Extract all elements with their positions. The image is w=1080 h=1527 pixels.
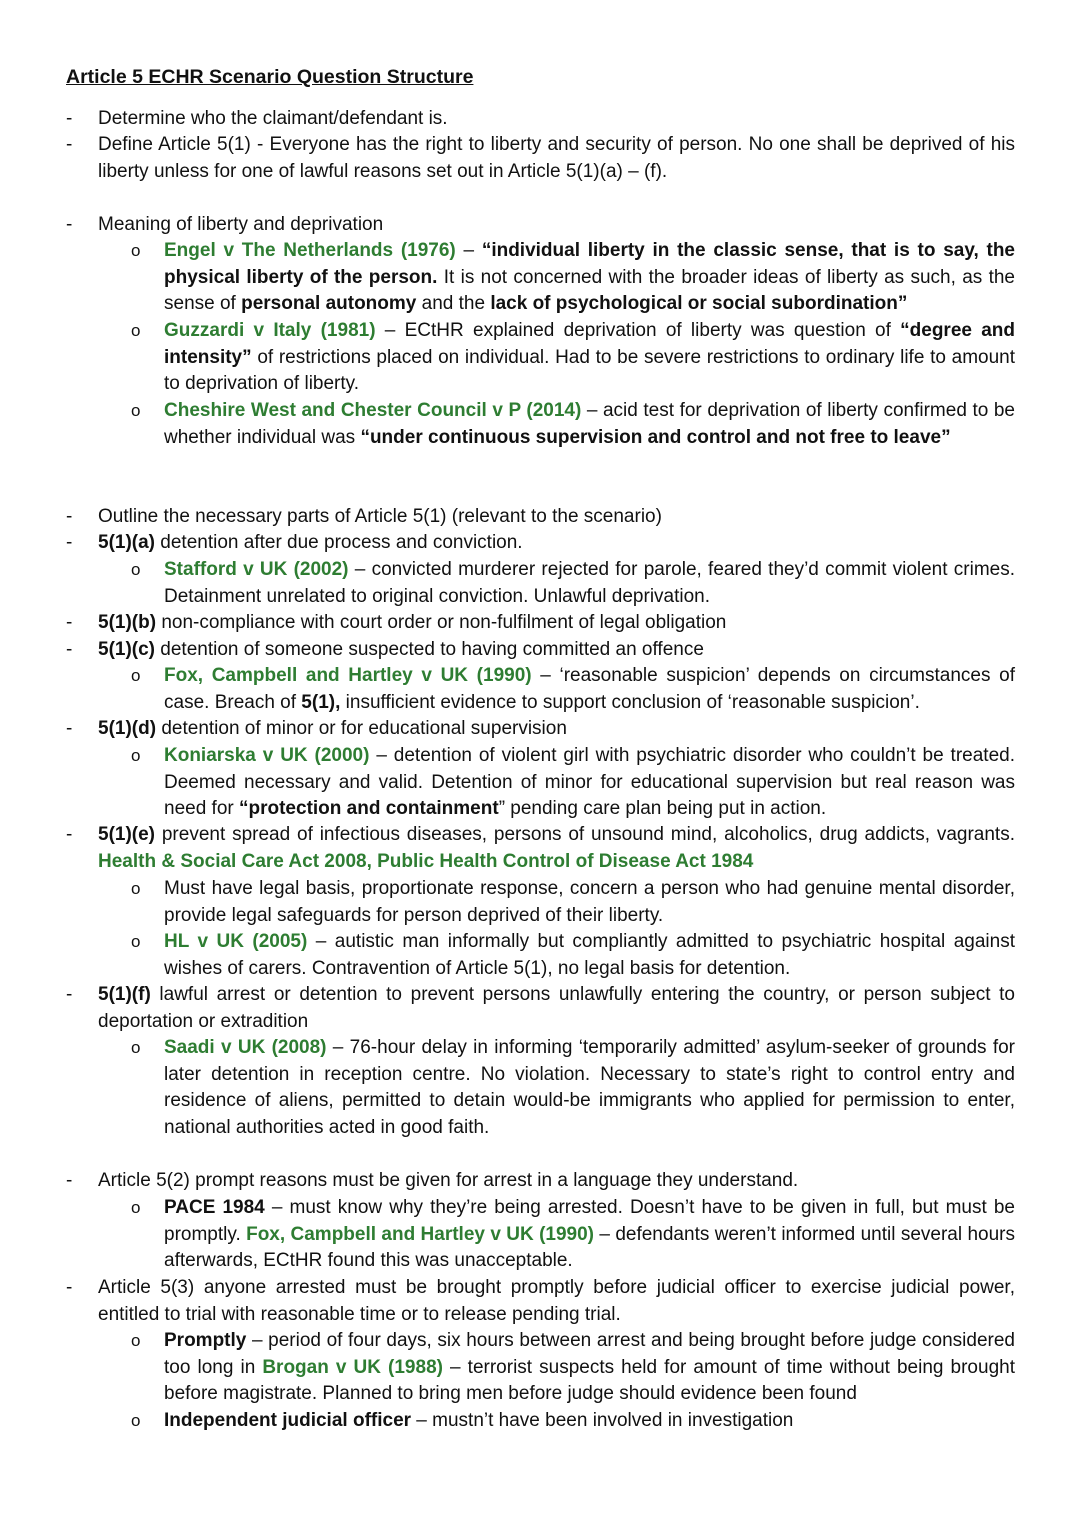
sub-item-text [164,1408,1015,1435]
provision-label: 5(1)(d) [98,718,157,739]
bold-run: “individual liberty in the classic sense, that is to say, the physical liberty of the person. [164,240,1015,288]
sub-item-text [164,1195,1015,1275]
sub-item-text [164,238,1015,318]
sub-item-text [164,318,1015,398]
text-run: detention of someone suspected to having committed an offence [155,639,704,660]
dash-bullet: - [66,718,73,739]
bold-run: PACE 1984 [164,1197,265,1218]
text-run: – [455,240,482,261]
text-run: insufficient evidence to support conclusion of ‘reasonable suspicion’. [340,691,920,713]
bold-run: “under continuous supervision and control and not free to leave” [360,426,951,448]
case-name: Cheshire West and Chester Council v P (2014) [164,400,582,421]
circle-bullet: o [131,401,141,420]
sub-item-text [164,663,1015,716]
circle-bullet: o [131,746,141,765]
dash-bullet: - [66,612,73,633]
item-text [98,637,1015,664]
text-run: – acid test for deprivation of liberty confirmed to be whether individual was [164,400,1015,448]
text-run: – autistic man informally but compliantly admitted to psychiatric hospital against wishes of carers. Contravention of Article 5(1), no legal basis for detention. [164,931,1015,979]
item-text [98,716,1015,743]
dash-bullet: - [66,984,73,1005]
bold-run: Independent judicial officer [164,1410,412,1431]
sub-item-text [164,557,1015,610]
circle-bullet: o [131,1198,141,1217]
text-run: and the [416,293,491,314]
item-text [98,982,1015,1035]
text-run: – mustn’t have been involved in investigation [411,1410,794,1431]
circle-bullet: o [131,1331,141,1350]
text-run: – period of four days, six hours between arrest and being brought before judge considered too long in [164,1330,1015,1378]
provision-label: 5(1)(f) [98,984,151,1005]
provision-label: 5(1)(e) [98,824,156,845]
bold-run: lack of psychological or social subordination” [490,293,908,314]
bold-run: “degree and intensity” [164,320,1015,368]
case-name: Saadi v UK (2008) [164,1037,327,1058]
dash-bullet: - [66,108,73,129]
bold-run: “protection and containment [239,798,499,819]
case-name: Stafford v UK (2002) [164,559,349,580]
dash-bullet: - [66,532,73,553]
text-run: – ECtHR explained deprivation of liberty was question of [375,320,901,341]
dash-bullet: - [66,134,73,155]
sub-item-text: Must have legal basis, proportionate response, concern a person who had genuine mental disorder, provide legal safeguards for person deprived of their liberty. [164,878,1015,926]
dash-bullet: - [66,506,73,527]
text-run: – detention of violent girl with psychiatric disorder who couldn’t be treated. Deemed necessary and valid. Detention of minor for educational supervision but real reason was need for [164,745,1015,819]
text-run: detention of minor or for educational supervision [156,718,567,739]
circle-bullet: o [131,241,141,260]
item-text: Meaning of liberty and deprivation [98,214,384,235]
circle-bullet: o [131,1411,141,1430]
item-text [98,610,1015,637]
item-text [98,822,1015,875]
text-run: – defendants weren’t informed until several hours afterwards, ECtHR found this was unacceptable. [164,1223,1015,1271]
circle-bullet: o [131,560,141,579]
item-text: Article 5(3) anyone arrested must be brought promptly before judicial officer to exercise judicial power, entitled to trial with reasonable time or to release pending trial. [98,1277,1015,1325]
case-name: Brogan v UK (1988) [262,1356,443,1378]
case-name: HL v UK (2005) [164,931,308,952]
bold-run: Promptly [164,1330,247,1351]
text-run: lawful arrest or detention to prevent persons unlawfully entering the country, or person subject to deportation or extradition [98,984,1015,1032]
text-run: – 76-hour delay in informing ‘temporarily admitted’ asylum-seeker of grounds for later detention in reception centre. No violation. Necessary to state’s right to control entry and residence of aliens, permitted to detain would-be immigrants who applied for permission to enter, national authorities acted in good faith. [164,1037,1015,1138]
circle-bullet: o [131,932,141,951]
dash-bullet: - [66,824,73,845]
text-run: – convicted murderer rejected for parole, feared they’d commit violent crimes. Detainment unrelated to original conviction. Unlawful deprivation. [164,559,1015,607]
sub-item-text [164,1328,1015,1408]
dash-bullet: - [66,639,73,660]
circle-bullet: o [131,1038,141,1057]
page-title: Article 5 ECHR Scenario Question Structure [66,66,474,88]
case-name: Fox, Campbell and Hartley v UK (1990) [164,665,532,686]
text-run: of restrictions placed on individual. Had to be severe restrictions to ordinary life to amount to deprivation of liberty. [164,346,1015,394]
case-name: Guzzardi v Italy (1981) [164,320,376,341]
sub-item-text [164,1035,1015,1141]
text-run: – terrorist suspects held for amount of time without being brought before magistrate. Planned to bring men before judge should evidence been found [164,1356,1015,1404]
text-run: – must know why they’re being arrested. Doesn’t have to be given in full, but must be promptly. [164,1197,1015,1245]
item-text: Define Article 5(1) - Everyone has the right to liberty and security of person. No one shall be deprived of his liberty unless for one of lawful reasons set out in Article 5(1)(a) – (f). [98,134,1015,182]
text-run: non-compliance with court order or non-fulfilment of legal obligation [156,612,727,633]
statute-names: Health & Social Care Act 2008, Public Health Control of Disease Act 1984 [98,850,754,872]
circle-bullet: o [131,666,141,685]
dash-bullet: - [66,1277,73,1298]
text-run: ” pending care plan being put in action. [498,798,827,819]
text-run: detention after due process and conviction. [155,532,523,553]
circle-bullet: o [131,879,141,898]
sub-item-text [164,743,1015,823]
dash-bullet: - [66,214,73,235]
case-name: Engel v The Netherlands (1976) [164,240,456,261]
sub-item-text [164,398,1015,451]
bold-run: 5(1), [301,691,341,713]
provision-label: 5(1)(b) [98,612,157,633]
bold-run: personal autonomy [241,293,417,314]
circle-bullet: o [131,321,141,340]
provision-label: 5(1)(a) [98,532,156,553]
item-text: Determine who the claimant/defendant is. [98,108,448,129]
item-text [98,530,1015,557]
provision-label: 5(1)(c) [98,639,156,660]
text-run: prevent spread of infectious diseases, persons of unsound mind, alcoholics, drug addicts, vagrants. [155,824,1015,845]
sub-item-text [164,929,1015,982]
text-run: It is not concerned with the broader ideas of liberty as such, as the sense of [164,266,1015,314]
text-run: – ‘reasonable suspicion’ depends on circumstances of case. Breach of [164,665,1015,713]
case-name: Koniarska v UK (2000) [164,745,370,766]
dash-bullet: - [66,1170,73,1191]
item-text: Article 5(2) prompt reasons must be given for arrest in a language they understand. [98,1170,799,1191]
item-text: Outline the necessary parts of Article 5(1) (relevant to the scenario) [98,506,662,527]
case-name: Fox, Campbell and Hartley v UK (1990) [246,1223,595,1245]
